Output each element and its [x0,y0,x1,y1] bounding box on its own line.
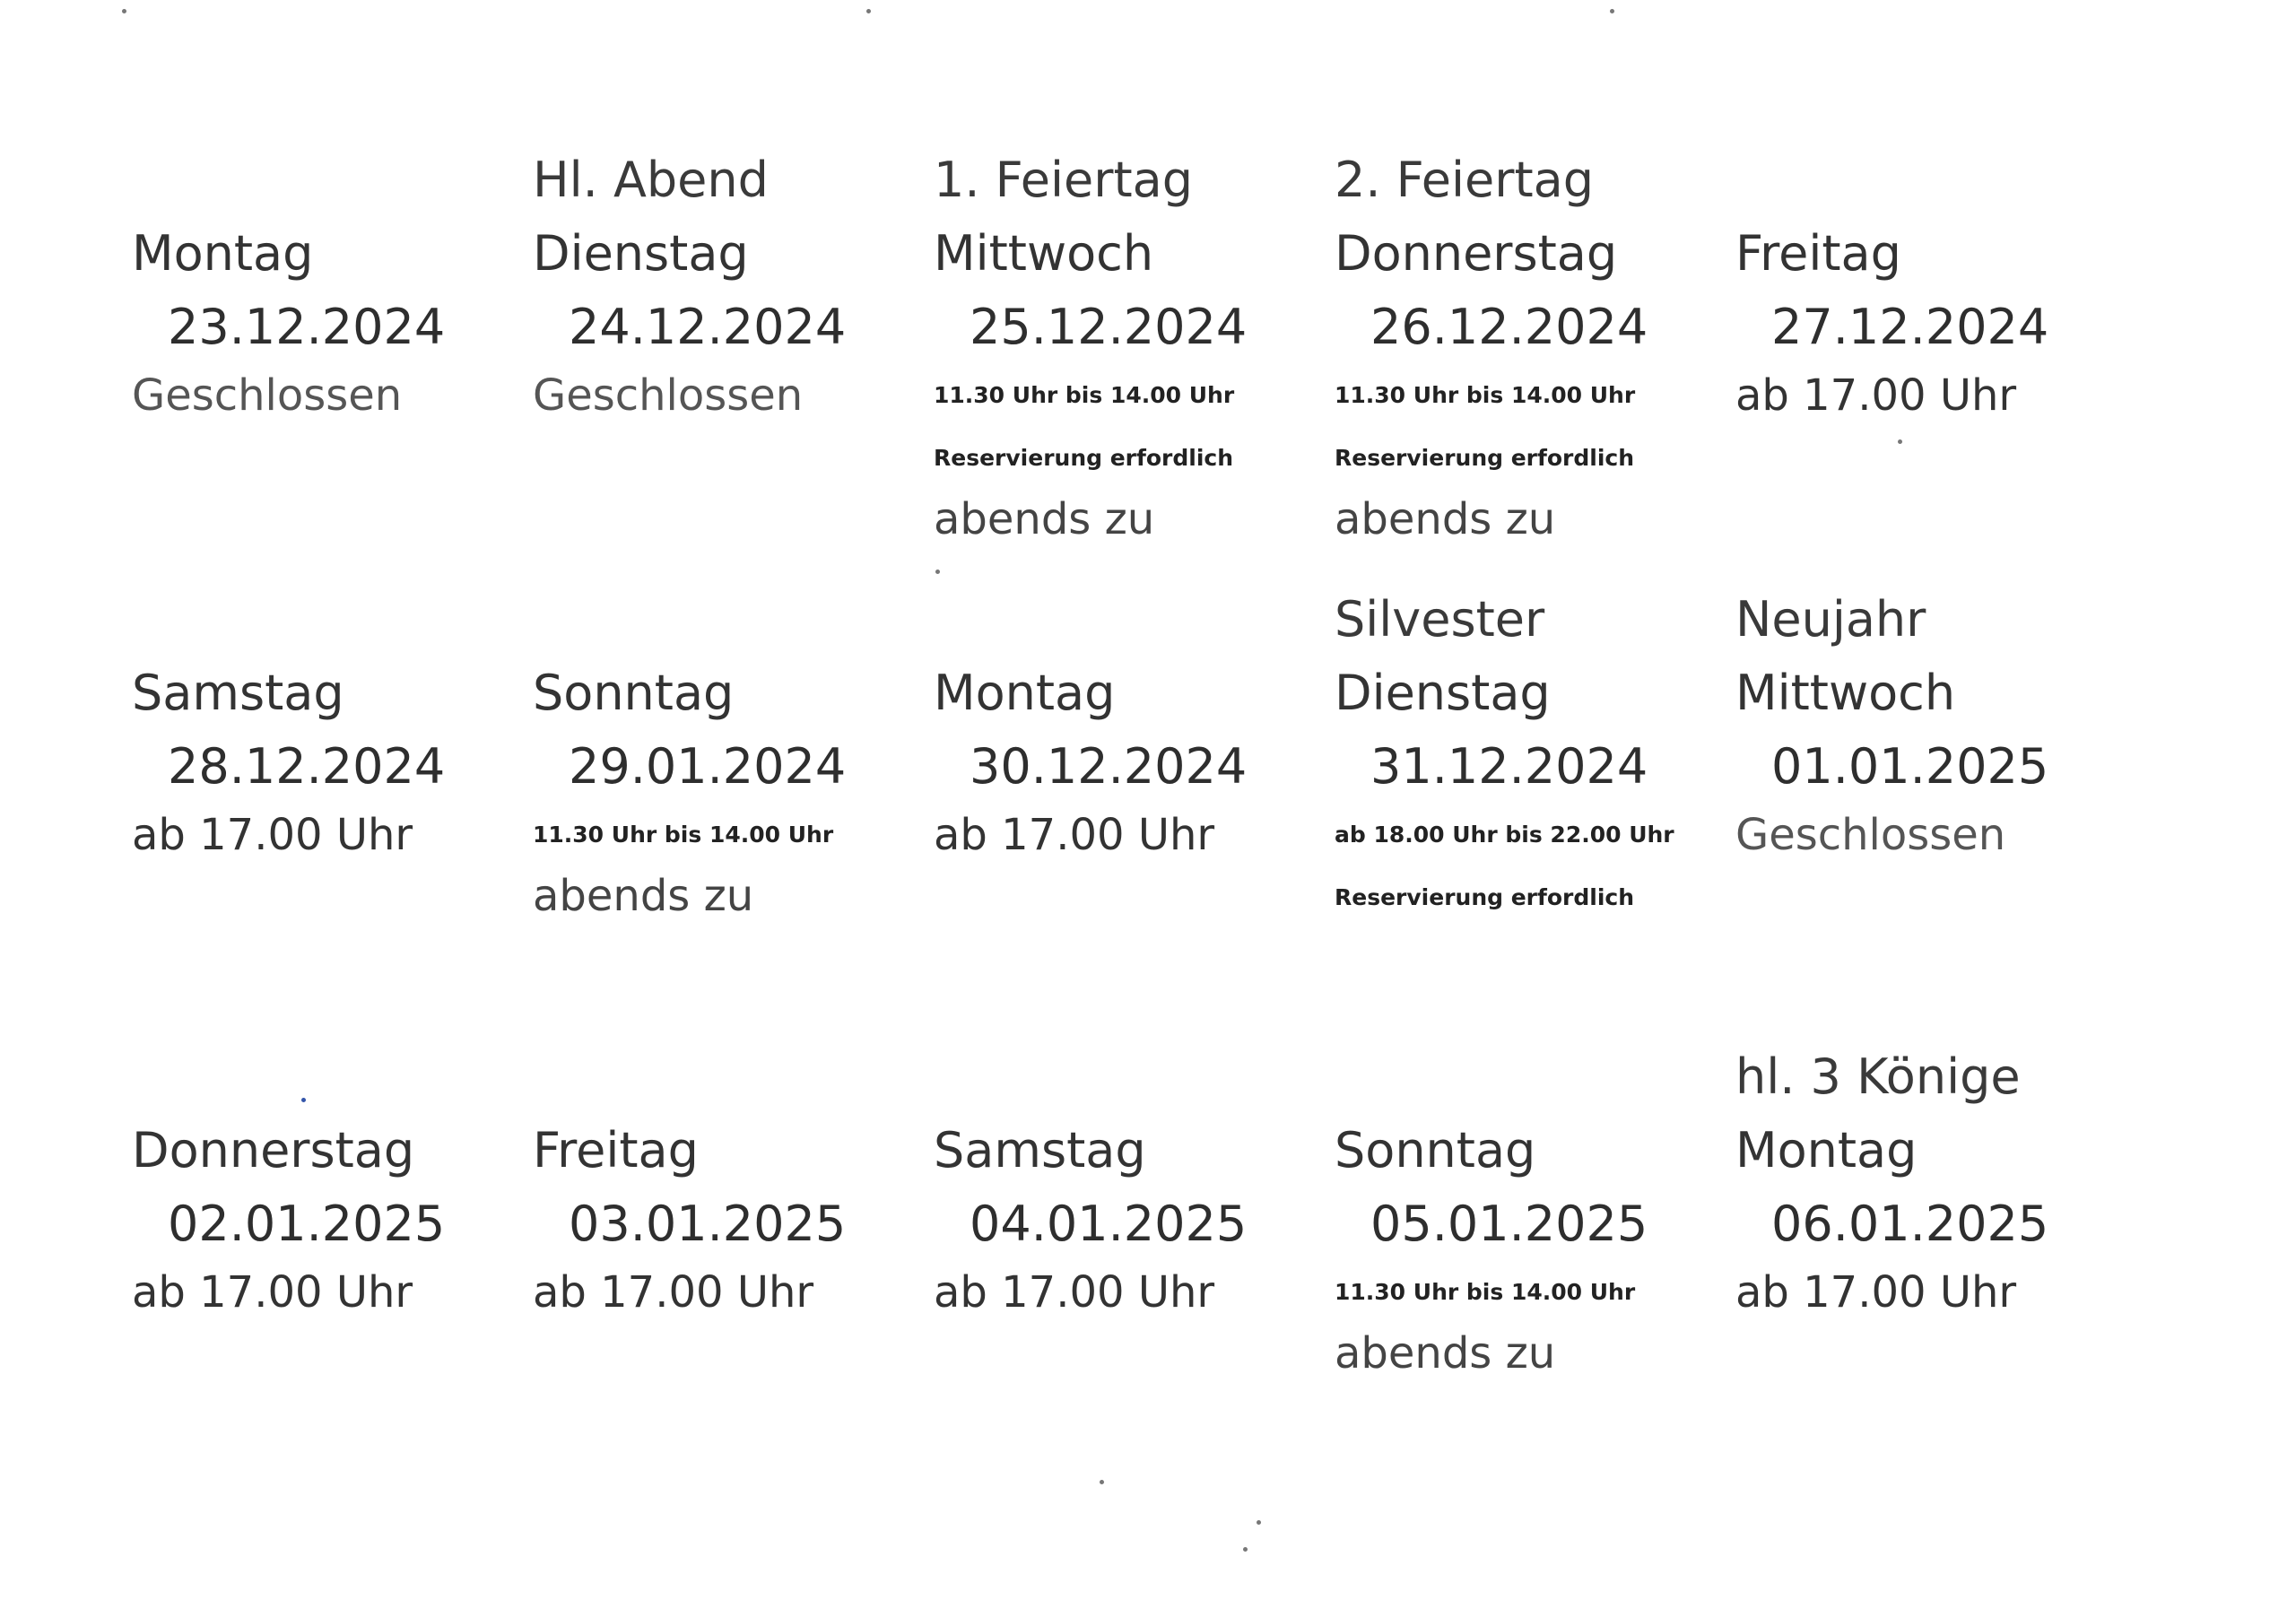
day-cell [1735,144,2136,583]
date-label: 24.12.2024 [569,299,847,355]
status-text: Geschlossen [1735,810,2006,860]
day-cell [1735,583,2136,1040]
day-cell [132,583,533,1040]
evening-note: abends zu [533,871,754,921]
day-cell [533,583,934,1040]
weekday-label: Donnerstag [132,1122,415,1178]
holiday-label [1335,1040,1735,1114]
day-cell [132,144,533,583]
opening-hours-text: ab 18.00 Uhr bis 22.00 Uhr [1335,822,1674,848]
weekday-label: Samstag [934,1122,1146,1178]
holiday-label [1735,144,2136,217]
holiday-label [132,1040,533,1114]
day-cell [1735,1040,2136,1417]
scan-speck [122,9,126,13]
opening-hours-text: ab 17.00 Uhr [1735,370,2017,421]
holiday-label [934,583,1335,657]
scan-speck [935,570,940,574]
holiday-label: Hl. Abend [533,152,769,208]
evening-note: abends zu [934,494,1155,544]
opening-hours-text: 11.30 Uhr bis 14.00 Uhr [533,822,834,848]
weekday-label: Dienstag [533,225,749,282]
opening-hours-text: ab 17.00 Uhr [934,810,1215,860]
holiday-label: 1. Feiertag [934,152,1193,208]
evening-note: abends zu [1335,1328,1556,1379]
date-label: 25.12.2024 [970,299,1248,355]
status-text: Geschlossen [533,370,804,421]
opening-hours-text: ab 17.00 Uhr [132,1267,413,1318]
reservation-note: Reservierung erfordlich [934,445,1234,471]
date-label: 01.01.2025 [1771,738,2049,795]
holiday-label [934,1040,1335,1114]
date-label: 28.12.2024 [168,738,446,795]
opening-hours-text: ab 17.00 Uhr [533,1267,814,1318]
opening-hours-text: 11.30 Uhr bis 14.00 Uhr [1335,382,1636,408]
day-cell [934,583,1335,1040]
reservation-note: Reservierung erfordlich [1335,884,1635,910]
scan-speck [1610,9,1614,13]
date-label: 30.12.2024 [970,738,1248,795]
scan-speck [866,9,871,13]
date-label: 02.01.2025 [168,1196,446,1252]
scan-speck [301,1098,306,1102]
weekday-label: Donnerstag [1335,225,1618,282]
day-cell [1335,1040,1735,1417]
weekday-label: Montag [934,665,1116,721]
weekday-label: Sonntag [1335,1122,1536,1178]
holiday-label [533,1040,934,1114]
weekday-label: Freitag [1735,225,1901,282]
scan-speck [1100,1480,1104,1484]
holiday-label: 2. Feiertag [1335,152,1594,208]
scan-speck [1898,439,1902,444]
reservation-note: Reservierung erfordlich [1335,445,1635,471]
scan-speck [1257,1520,1261,1525]
weekday-label: Montag [132,225,314,282]
weekday-label: Mittwoch [934,225,1154,282]
day-cell [934,144,1335,583]
date-label: 23.12.2024 [168,299,446,355]
weekday-label: Dienstag [1335,665,1551,721]
holiday-label [132,144,533,217]
weekday-label: Mittwoch [1735,665,1956,721]
holiday-label [132,583,533,657]
schedule-grid [132,144,2136,1417]
date-label: 05.01.2025 [1370,1196,1648,1252]
day-cell [533,144,934,583]
date-label: 26.12.2024 [1370,299,1648,355]
weekday-label: Sonntag [533,665,735,721]
day-cell [132,1040,533,1417]
opening-hours-text: 11.30 Uhr bis 14.00 Uhr [934,382,1235,408]
holiday-label: hl. 3 Könige [1735,1048,2021,1105]
weekday-label: Montag [1735,1122,1918,1178]
date-label: 03.01.2025 [569,1196,847,1252]
holiday-label: Neujahr [1735,591,1926,648]
date-label: 31.12.2024 [1370,738,1648,795]
date-label: 06.01.2025 [1771,1196,2049,1252]
scan-speck [1243,1547,1248,1552]
opening-hours-text: ab 17.00 Uhr [934,1267,1215,1318]
date-label: 29.01.2024 [569,738,847,795]
weekday-label: Samstag [132,665,344,721]
opening-hours-text: ab 17.00 Uhr [132,810,413,860]
holiday-label [533,583,934,657]
holiday-label: Silvester [1335,591,1545,648]
opening-hours-text: ab 17.00 Uhr [1735,1267,2017,1318]
date-label: 27.12.2024 [1771,299,2049,355]
date-label: 04.01.2025 [970,1196,1248,1252]
day-cell [934,1040,1335,1417]
weekday-label: Freitag [533,1122,699,1178]
status-text: Geschlossen [132,370,403,421]
day-cell [1335,144,1735,583]
day-cell [533,1040,934,1417]
opening-hours-text: 11.30 Uhr bis 14.00 Uhr [1335,1279,1636,1305]
day-cell [1335,583,1735,1040]
evening-note: abends zu [1335,494,1556,544]
